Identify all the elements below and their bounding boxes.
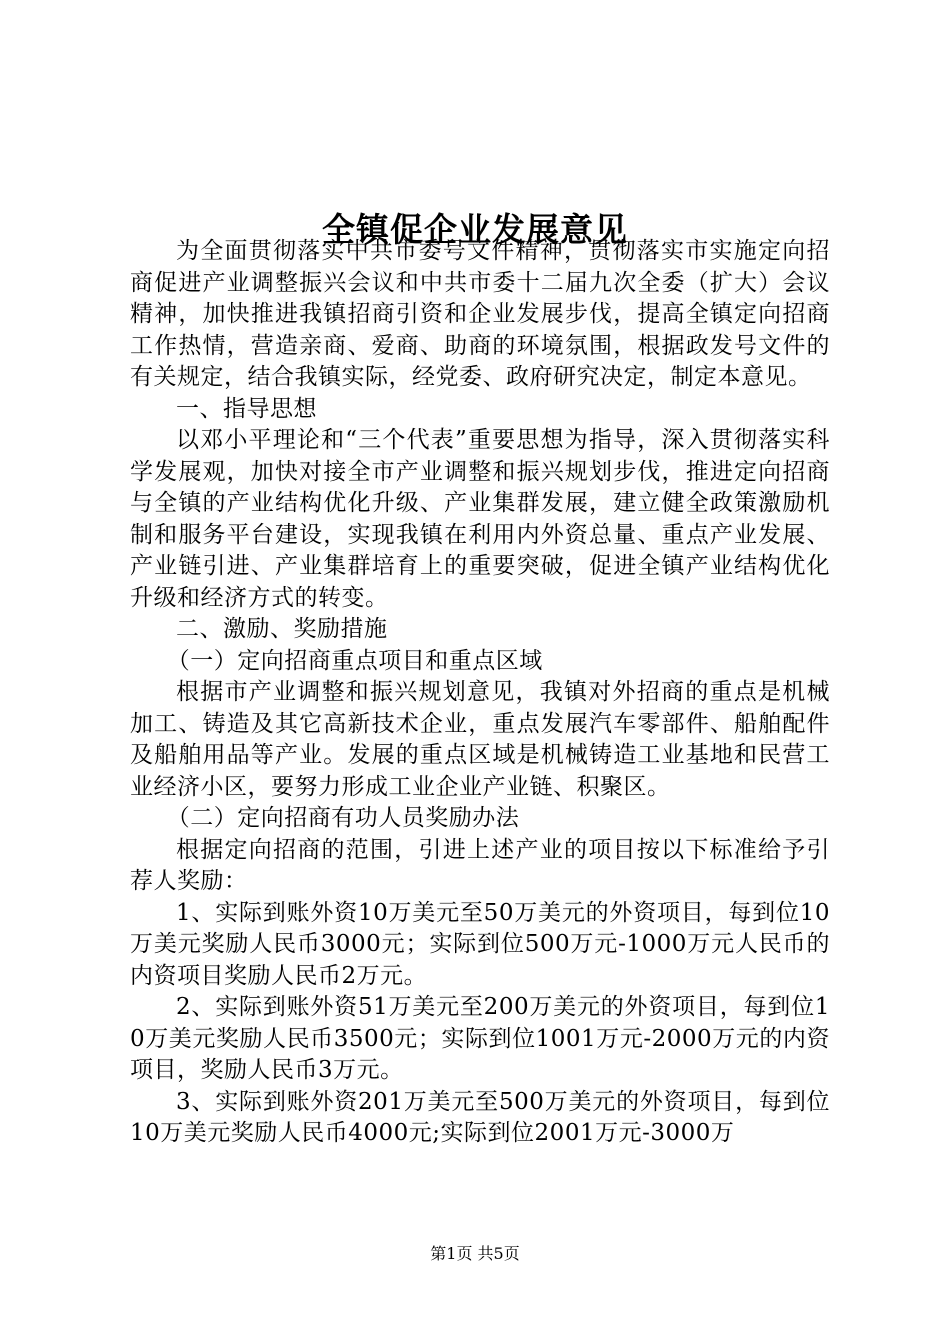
subsection-heading-key-projects: （一）定向招商重点项目和重点区域: [166, 647, 543, 674]
subsection-heading-reward-method: （二）定向招商有功人员奖励办法: [166, 805, 520, 831]
paragraph-guiding-thought: 以邓小平理论和“三个代表”重要思想为指导，深入贯彻落实科学发展观，加快对接全市产业调整和振兴规划步伐，推进定向招商与全镇的产业结构优化升级、产业集群发展，建立健全政策激励机制和服务平台建设，实现我镇在利用内外资总量、重点产业发展、产业链引进、产业集群培育上的重要突破，促进全镇产业结构优化升级和经济方式的转变。: [130, 427, 830, 611]
paragraph-intro: 为全面贯彻落实中共市委号文件精神，贯彻落实市实施定向招商促进产业调整振兴会议和中共市委十二届九次全委（扩大）会议精神，加快推进我镇招商引资和企业发展步伐，提高全镇定向招商工作热情，营造亲商、爱商、助商的环境氛围，根据政发号文件的有关规定，结合我镇实际，经党委、政府研究决定，制定本意见。: [130, 238, 830, 390]
paragraph-key-projects: 根据市产业调整和振兴规划意见，我镇对外招商的重点是机械加工、铸造及其它高新技术企业，重点发展汽车零部件、船舶配件及船舶用品等产业。发展的重点区域是机械铸造工业基地和民营工业经济小区，要努力形成工业企业产业链、积聚区。: [130, 679, 830, 800]
paragraph-reward-method: 根据定向招商的范围，引进上述产业的项目按以下标准给予引荐人奖励：: [130, 836, 830, 894]
document-body: [130, 236, 830, 1150]
section-heading-guiding-thought: 一、指导思想: [176, 395, 317, 422]
document-title: 全镇促企业发展意见: [322, 210, 628, 250]
section-heading-incentives: 二、激励、奖励措施: [176, 616, 388, 642]
paragraph-reward-item-2: 2、实际到账外资51万美元至200万美元的外资项目，每到位10万美元奖励人民币3500元；实际到位1001万元-2000万元的内资项目，奖励人民币3万元。: [130, 994, 830, 1083]
paragraph-reward-item-1: 1、实际到账外资10万美元至50万美元的外资项目，每到位10万美元奖励人民币3000元；实际到位500万元-1000万元人民币的内资项目奖励人民币2万元。: [130, 899, 830, 989]
paragraph-reward-item-3: 3、实际到账外资201万美元至500万美元的外资项目，每到位10万美元奖励人民币4000元;实际到位2001万元-3000万: [130, 1088, 830, 1146]
page-footer: 第1页 共5页: [430, 1244, 520, 1263]
